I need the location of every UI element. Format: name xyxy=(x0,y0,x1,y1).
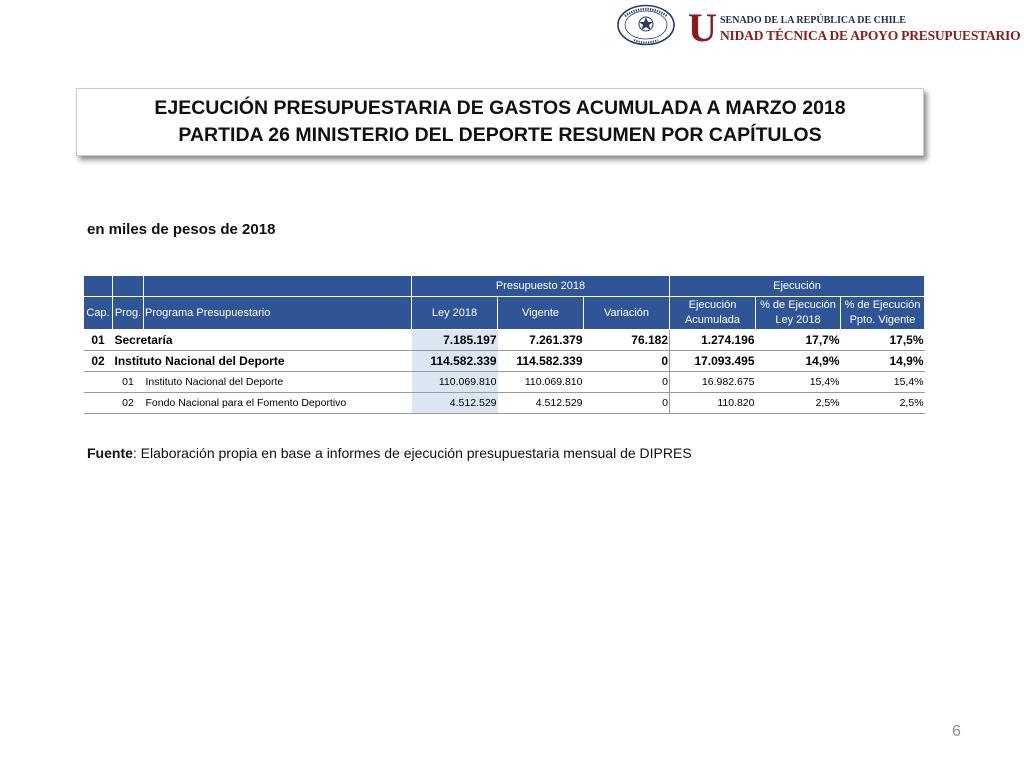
header-ejecucion-group: Ejecución xyxy=(670,276,925,297)
cell-vigente: 4.512.529 xyxy=(498,393,584,414)
header-empty-cell xyxy=(144,276,412,297)
header-pct-vigente-line2: Ppto. Vigente xyxy=(849,314,916,326)
header-presupuesto-group: Presupuesto 2018 xyxy=(412,276,670,297)
cell-prog: 02 xyxy=(113,393,144,414)
header-programa: Programa Presupuestario xyxy=(144,297,412,330)
header-cap: Cap. xyxy=(84,297,113,330)
header-ley: Ley 2018 xyxy=(412,297,498,330)
source-label: Fuente xyxy=(87,445,133,461)
cell-pct-ley: 2,5% xyxy=(756,393,841,414)
cell-name: Instituto Nacional del Deporte xyxy=(113,351,412,372)
title-line-1: EJECUCIÓN PRESUPUESTARIA DE GASTOS ACUMULADA A MARZO 2018 xyxy=(154,97,846,119)
cell-pct-vigente: 17,5% xyxy=(841,330,925,351)
cell-variacion: 76.182 xyxy=(584,330,670,351)
header-pct-vigente-line1: % de Ejecución xyxy=(844,299,921,311)
cell-cap xyxy=(84,393,113,414)
table-row xyxy=(84,330,925,351)
brand-unit-text: NIDAD TÉCNICA DE APOYO PRESUPUESTARIO xyxy=(720,28,1021,43)
title-line-2: PARTIDA 26 MINISTERIO DEL DEPORTE RESUMEN POR CAPÍTULOS xyxy=(178,124,822,146)
cell-ejecucion: 17.093.495 xyxy=(670,351,756,372)
cell-ley: 7.185.197 xyxy=(412,330,498,351)
header-variacion: Variación xyxy=(584,297,670,330)
cell-cap xyxy=(84,372,113,393)
cell-ejecucion: 16.982.675 xyxy=(670,372,756,393)
source-note xyxy=(87,445,692,461)
cell-pct-ley: 17,7% xyxy=(756,330,841,351)
header-empty-cell xyxy=(84,276,113,297)
cell-vigente: 7.261.379 xyxy=(498,330,584,351)
cell-variacion: 0 xyxy=(584,351,670,372)
units-caption: en miles de pesos de 2018 xyxy=(87,221,276,238)
header-ejecucion-acumulada-line1: Ejecución xyxy=(688,299,737,311)
cell-ejecucion: 1.274.196 xyxy=(670,330,756,351)
cell-pct-ley: 15,4% xyxy=(756,372,841,393)
source-text: : Elaboración propia en base a informes de ejecución presupuestaria mensual de DIPRES xyxy=(132,445,692,461)
cell-cap: 02 xyxy=(84,351,113,372)
cell-ley: 110.069.810 xyxy=(412,372,498,393)
header-row-columns xyxy=(84,297,925,330)
header-pct-ley xyxy=(756,297,841,330)
cell-ley: 4.512.529 xyxy=(412,393,498,414)
cell-variacion: 0 xyxy=(584,372,670,393)
cell-pct-vigente: 14,9% xyxy=(841,351,925,372)
header-prog: Prog. xyxy=(113,297,144,330)
cell-variacion: 0 xyxy=(584,393,670,414)
table-row xyxy=(84,351,925,372)
brand-initial-logo: U xyxy=(688,5,717,50)
title-box xyxy=(76,88,924,156)
cell-ejecucion: 110.820 xyxy=(670,393,756,414)
header-pct-ley-line1: % de Ejecución xyxy=(760,299,836,311)
brand-senado-text: SENADO DE LA REPÚBLICA DE CHILE xyxy=(720,15,906,26)
header-ejecucion-acumulada xyxy=(670,297,756,330)
cell-pct-vigente: 15,4% xyxy=(841,372,925,393)
header-ejecucion-acumulada-line2: Acumulada xyxy=(684,314,741,326)
cell-pct-ley: 14,9% xyxy=(756,351,841,372)
cell-vigente: 110.069.810 xyxy=(498,372,584,393)
cell-cap: 01 xyxy=(84,330,113,351)
cell-name: Secretaría xyxy=(113,330,412,351)
header-pct-ley-line2: Ley 2018 xyxy=(775,314,821,326)
page-number: 6 xyxy=(952,723,961,740)
table-row xyxy=(84,372,925,393)
cell-name: Fondo Nacional para el Fomento Deportivo xyxy=(144,393,412,414)
header-row-group xyxy=(84,276,925,297)
cell-pct-vigente: 2,5% xyxy=(841,393,925,414)
budget-table xyxy=(83,275,925,414)
header-empty-cell xyxy=(113,276,144,297)
header-pct-vigente xyxy=(841,297,925,330)
cell-vigente: 114.582.339 xyxy=(498,351,584,372)
table-row xyxy=(84,393,925,414)
cell-ley: 114.582.339 xyxy=(412,351,498,372)
senado-seal-logo xyxy=(616,4,676,46)
header-vigente: Vigente xyxy=(498,297,584,330)
cell-prog: 01 xyxy=(113,372,144,393)
cell-name: Instituto Nacional del Deporte xyxy=(144,372,412,393)
